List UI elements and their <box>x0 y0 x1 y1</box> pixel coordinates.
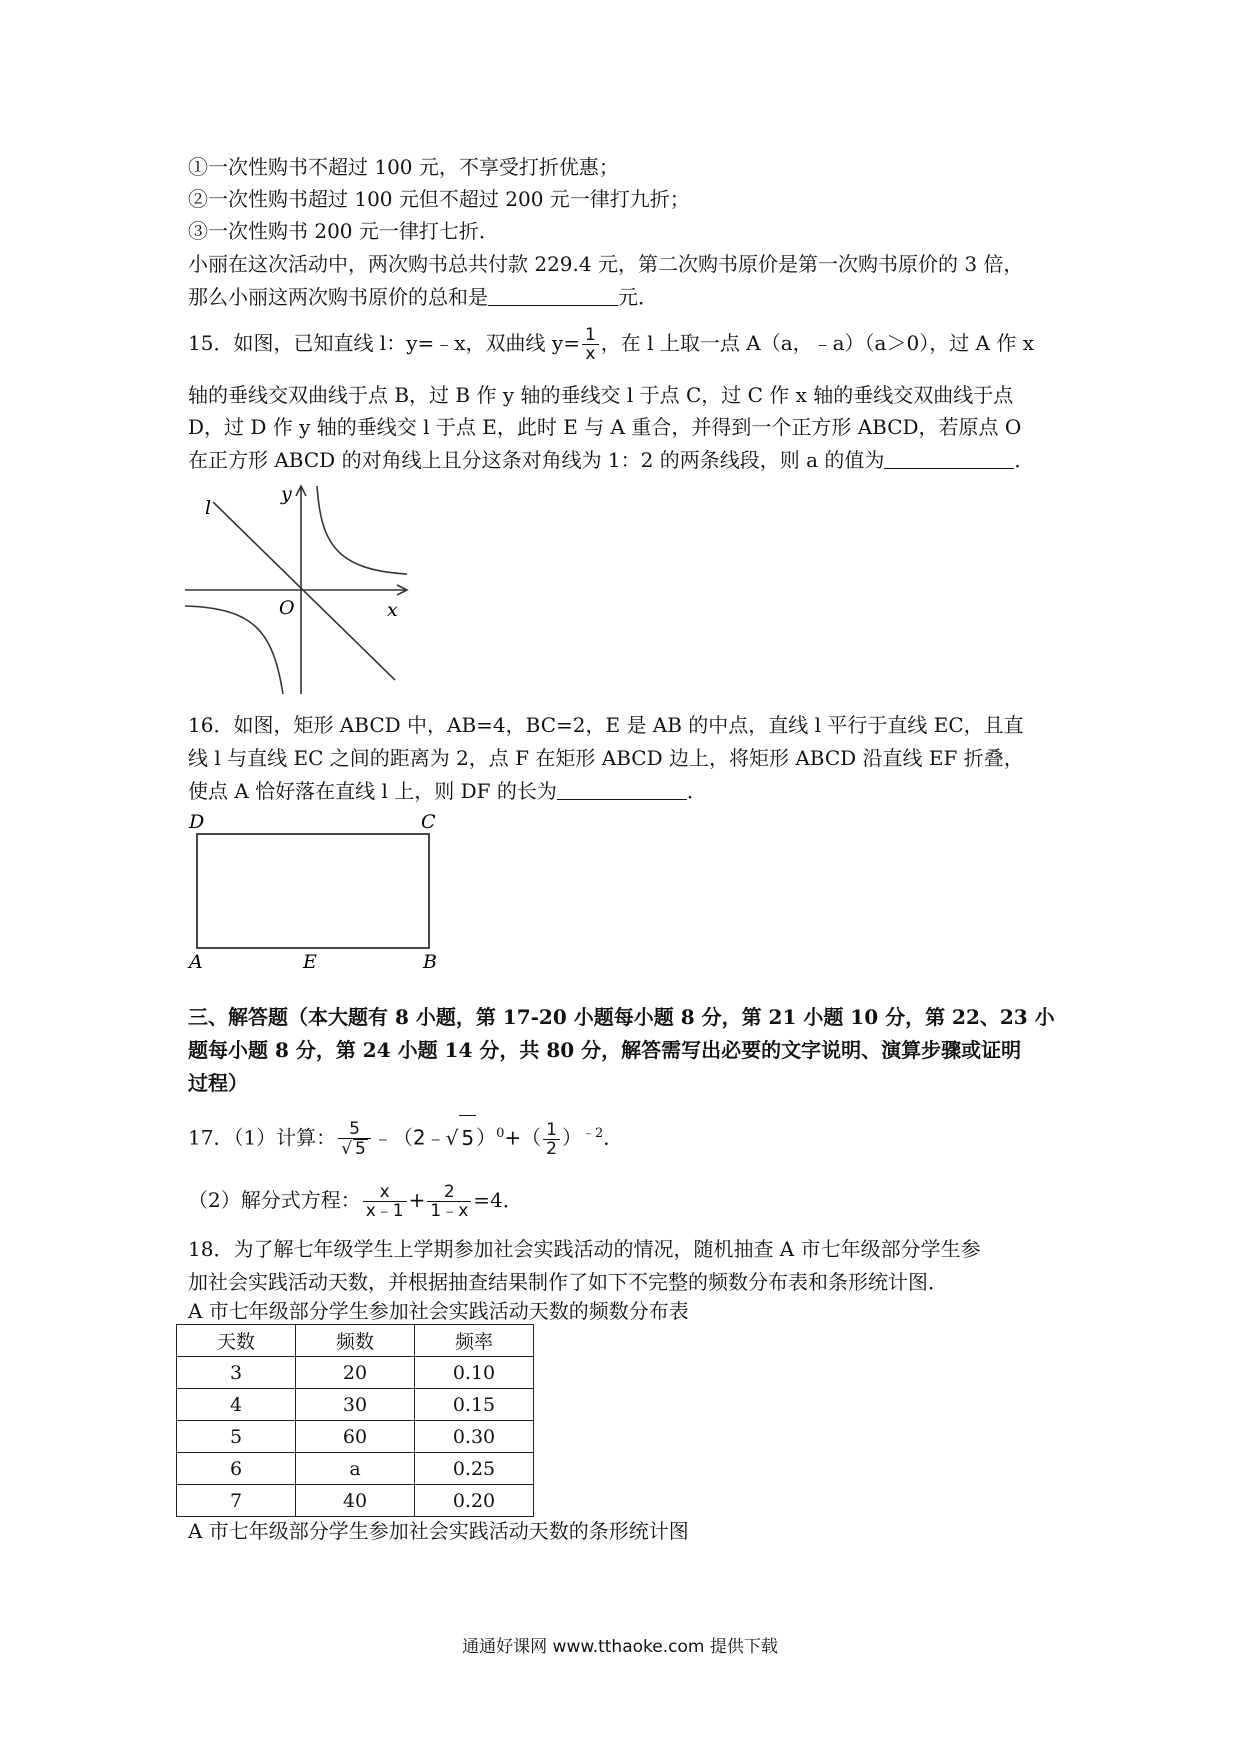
cell-days: 7 <box>177 1485 296 1517</box>
cell-rate: 0.10 <box>415 1357 534 1389</box>
chart-title: A 市七年级部分学生参加社会实践活动天数的条形统计图 <box>188 1519 689 1543</box>
answer-blank-16 <box>557 779 687 800</box>
label-b: B <box>423 951 437 970</box>
cell-days: 5 <box>177 1421 296 1453</box>
table-row <box>177 1421 534 1453</box>
radicand: 5 <box>459 1115 476 1160</box>
fraction-numerator: x <box>363 1183 407 1202</box>
q15-line-2: 轴的垂线交双曲线于点 B，过 B 作 y 轴的垂线交 l 于点 C，过 C 作 x 轴的垂线交双曲线于点 <box>188 383 1014 407</box>
q17-part1-label: 17．（1）计算： <box>188 1125 337 1150</box>
q15-period: ． <box>1014 448 1035 472</box>
q17-period: ． <box>603 1125 624 1150</box>
cell-rate: 0.25 <box>415 1453 534 1485</box>
q16-line-1: 16．如图，矩形 ABCD 中，AB=4，BC=2，E 是 AB 的中点，直线 l 平行于直线 EC，且直 <box>188 713 1024 737</box>
cell-days: 6 <box>177 1453 296 1485</box>
answer-blank-15 <box>884 448 1014 469</box>
label-d: D <box>189 811 205 833</box>
discount-rule-3: ③一次性购书 200 元一律打七折． <box>188 219 499 243</box>
fraction-numerator: 1 <box>543 1121 560 1140</box>
header-rate: 频率 <box>415 1325 534 1357</box>
q16-line-3 <box>188 776 707 806</box>
q16-text: 使点 A 恰好落在直线 l 上，则 DF 的长为 <box>188 779 557 803</box>
q14-unit: 元． <box>618 285 658 309</box>
table-title: A 市七年级部分学生参加社会实践活动天数的频数分布表 <box>188 1299 689 1323</box>
fraction-denominator: x <box>585 344 596 364</box>
q15-line-4 <box>188 445 1034 475</box>
radicand: 5 <box>355 1139 366 1160</box>
q17-part-1 <box>188 1112 623 1160</box>
table-row <box>177 1357 534 1389</box>
q14-text: 那么小丽这两次购书原价的总和是 <box>188 285 488 309</box>
hyperbola-fraction <box>582 326 599 363</box>
paren-close-2: ） <box>561 1125 582 1150</box>
cell-days: 4 <box>177 1389 296 1421</box>
q14-line-2 <box>188 282 658 312</box>
q15-line-3: D，过 D 作 y 轴的垂线交 l 于点 E，此时 E 与 A 重合，并得到一个正方形 ABCD，若原点 O <box>188 415 1022 439</box>
label-origin: O <box>279 597 295 619</box>
footer-credit: 通通好课网 www.tthaoke.com 提供下载 <box>462 1637 778 1657</box>
header-frequency: 频数 <box>296 1325 415 1357</box>
table-row <box>177 1389 534 1421</box>
q16-line-2: 线 l 与直线 EC 之间的距离为 2，点 F 在矩形 ABCD 边上，将矩形 ABCD 沿直线 EF 折叠， <box>188 746 1024 770</box>
fraction-denominator: 2 <box>546 1138 557 1159</box>
label-e: E <box>303 951 317 970</box>
plus-sign: + <box>408 1188 426 1212</box>
fraction-denominator: x﹣1 <box>365 1201 404 1221</box>
equals-four: =4． <box>473 1188 523 1212</box>
exponent-zero: 0 <box>496 1126 505 1141</box>
q16-period: ． <box>686 779 707 803</box>
discount-rule-1: ①一次性购书不超过 100 元，不享受打折优惠； <box>188 155 619 179</box>
q18-line-1: 18．为了解七年级学生上学期参加社会实践活动的情况，随机抽查 A 市七年级部分学生参 <box>188 1237 981 1261</box>
frequency-table <box>176 1324 534 1517</box>
cell-rate: 0.15 <box>415 1389 534 1421</box>
label-x: x <box>387 599 398 621</box>
q15-line-1 <box>188 326 1034 363</box>
q14-line-1: 小丽在这次活动中，两次购书总共付款 229.4 元，第二次购书原价是第一次购书原价的 3 倍， <box>188 252 1024 276</box>
plus-paren: +（ <box>504 1125 542 1150</box>
q18-line-2: 加社会实践活动天数，并根据抽查结果制作了如下不完整的频数分布表和条形统计图． <box>188 1270 948 1294</box>
cell-rate: 0.20 <box>415 1485 534 1517</box>
cell-days: 3 <box>177 1357 296 1389</box>
section3-line-1: 三、解答题（本大题有 8 小题，第 17-20 小题每小题 8 分，第 21 小题 10 分，第 22、23 小 <box>188 1005 1055 1029</box>
label-l: l <box>205 497 212 519</box>
q15-text-c: 在正方形 ABCD 的对角线上且分这条对角线为 1：2 的两条线段，则 a 的值为 <box>188 448 885 472</box>
discount-rule-2: ②一次性购书超过 100 元但不超过 200 元一律打九折； <box>188 187 690 211</box>
header-days: 天数 <box>177 1325 296 1357</box>
section3-line-2: 题每小题 8 分，第 24 小题 14 分，共 80 分，解答需写出必要的文字说明、演算步骤或证明 <box>188 1038 1022 1062</box>
fraction-denominator: √ 5 <box>341 1139 366 1160</box>
fraction-numerator: 1 <box>582 326 599 345</box>
q15-text-a: 15．如图，已知直线 l：y=﹣x，双曲线 y= <box>188 331 580 355</box>
section3-line-3: 过程） <box>188 1071 248 1095</box>
q17-part2-label: （2）解分式方程： <box>188 1188 361 1212</box>
q17-expression-mid: ﹣（2﹣ <box>372 1125 446 1150</box>
hyperbola-branch-lower <box>185 606 283 694</box>
fraction-denominator: 1﹣x <box>430 1201 469 1221</box>
paren-close: ） <box>476 1125 497 1150</box>
x-over-x-minus-1 <box>363 1183 407 1220</box>
answer-blank-14 <box>488 285 618 306</box>
cell-frequency: 20 <box>296 1357 415 1389</box>
cell-frequency: a <box>296 1453 415 1485</box>
exponent-neg-two: ﹣2 <box>581 1126 604 1141</box>
one-half <box>543 1121 560 1158</box>
cell-frequency: 60 <box>296 1421 415 1453</box>
two-over-one-minus-x <box>427 1183 471 1220</box>
fraction-numerator: 2 <box>427 1183 471 1202</box>
q16-figure <box>185 804 445 970</box>
fraction-numerator: 5 <box>338 1120 371 1139</box>
cell-rate: 0.30 <box>415 1421 534 1453</box>
table-header-row <box>177 1325 534 1357</box>
label-c: C <box>421 811 436 833</box>
cell-frequency: 30 <box>296 1389 415 1421</box>
q17-part-2 <box>188 1178 523 1222</box>
label-a: A <box>189 951 203 970</box>
table-row <box>177 1485 534 1517</box>
table-row <box>177 1453 534 1485</box>
label-y: y <box>281 483 292 505</box>
line-l <box>213 502 395 680</box>
q15-text-b: ，在 l 上取一点 A（a，﹣a）（a＞0），过 A 作 x <box>600 331 1034 355</box>
five-over-root-five <box>338 1120 371 1158</box>
hyperbola-branch-upper <box>317 486 407 574</box>
rectangle-abcd <box>197 834 429 948</box>
sqrt-five: √ 5 <box>446 1126 476 1150</box>
cell-frequency: 40 <box>296 1485 415 1517</box>
q15-figure <box>185 482 425 694</box>
